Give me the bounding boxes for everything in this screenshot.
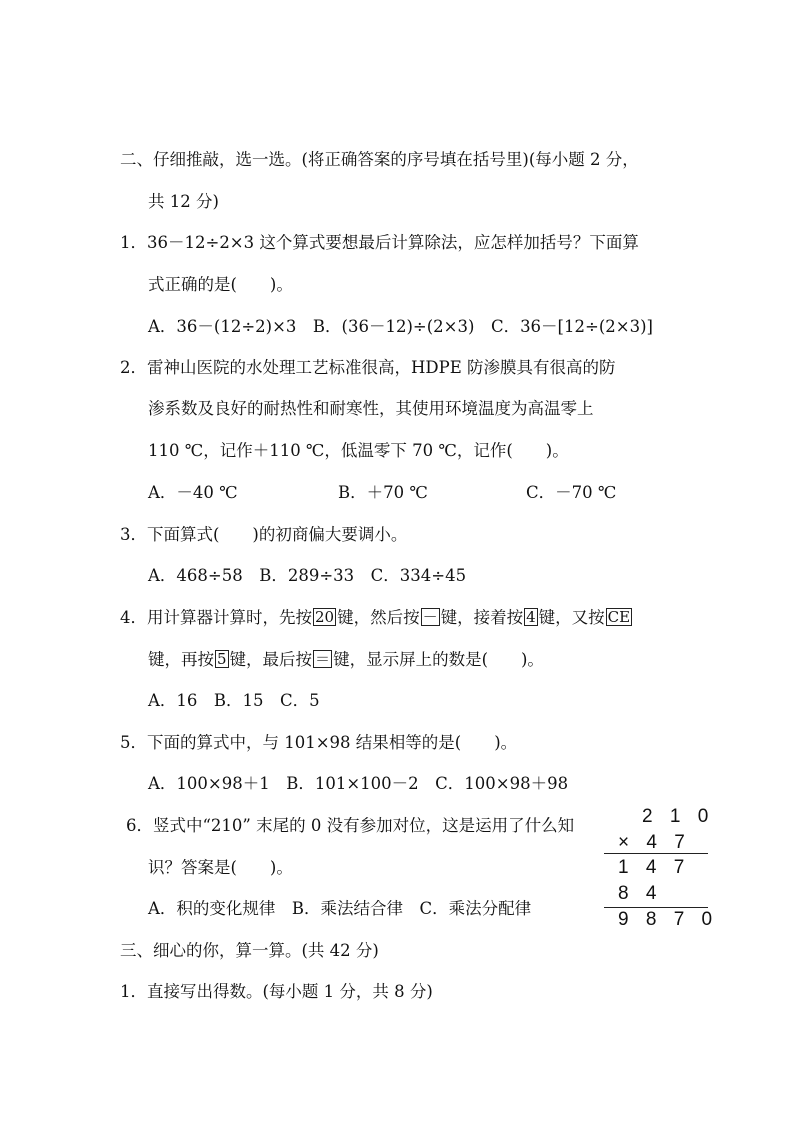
- q4-text: [120, 607, 633, 629]
- calc-partial-2: 8 4: [618, 883, 663, 904]
- q1-text: 1．36－12÷2×3 这个算式要想最后计算除法，应怎样加括号？下面算: [120, 233, 639, 252]
- q2-text-cont-2: 110 ℃，记作＋110 ℃，低温零下 70 ℃，记作( )。: [148, 441, 569, 460]
- section-3-title: 三、细心的你，算一算。(共 42 分): [120, 941, 379, 960]
- q6-text: 6．竖式中“210” 末尾的 0 没有参加对位，这是运用了什么知: [126, 816, 575, 835]
- q4-options: A．16 B．15 C．5: [148, 691, 320, 710]
- q6-options: A．积的变化规律 B．乘法结合律 C．乘法分配律: [148, 899, 532, 918]
- calculator-key-minus: －: [422, 608, 438, 626]
- q2-text-cont: 渗系数及良好的耐热性和耐寒性，其使用环境温度为高温零上: [148, 399, 594, 418]
- q4-part-7: 键，显示屏上的数是( )。: [333, 650, 544, 669]
- section-2-title-cont: 共 12 分): [148, 192, 219, 211]
- calculator-key-equals: ＝: [315, 650, 331, 668]
- q2-option-b: B．＋70 ℃: [338, 483, 428, 502]
- q4-part-4: 键，又按: [538, 608, 605, 627]
- q4-part-3: 键，接着按: [440, 608, 524, 627]
- q1-options: A．36－(12÷2)×3 B．(36－12)÷(2×3) C．36－[12÷(2×3)]: [148, 317, 653, 336]
- q6-text-cont: 识？答案是( )。: [148, 858, 293, 877]
- q2-option-a: A．－40 ℃: [148, 483, 238, 502]
- calc-rule-1: [604, 853, 708, 854]
- q3-options: A．468÷58 B．289÷33 C．334÷45: [148, 566, 467, 585]
- q5-options: A．100×98＋1 B．101×100－2 C．100×98＋98: [148, 774, 569, 793]
- calc-partial-1: 1 4 7: [618, 857, 691, 878]
- q4-text-cont: [148, 649, 544, 671]
- calculator-key-5: 5: [217, 650, 227, 668]
- q2-text: 2．雷神山医院的水处理工艺标准很高，HDPE 防渗膜具有很高的防: [120, 358, 616, 377]
- q3-text: 3．下面算式( )的初商偏大要调小。: [120, 525, 408, 544]
- q4-part-2: 键，然后按: [337, 608, 420, 627]
- section-2-title: 二、仔细推敲，选一选。(将正确答案的序号填在括号里)(每小题 2 分，: [120, 150, 639, 169]
- calc-multiplicand: 2 1 0: [642, 806, 715, 827]
- calculator-key-20: 20: [315, 608, 335, 626]
- q1-text-cont: 式正确的是( )。: [148, 275, 293, 294]
- section-3-q1: 1．直接写出得数。(每小题 1 分，共 8 分): [120, 982, 433, 1001]
- vertical-multiplication: [604, 806, 719, 931]
- q4-part-5: 键，再按: [148, 650, 214, 669]
- q5-text: 5．下面的算式中，与 101×98 结果相等的是( )。: [120, 733, 518, 752]
- calc-multiplier: × 4 7: [618, 832, 691, 853]
- q2-option-c: C．－70 ℃: [526, 483, 617, 502]
- calc-rule-2: [604, 907, 708, 908]
- calculator-key-ce: CE: [607, 608, 631, 626]
- calc-product: 9 8 7 0: [618, 909, 719, 930]
- q4-part-6: 键，最后按: [229, 650, 313, 669]
- q4-part-1: 4．用计算器计算时，先按: [120, 608, 312, 627]
- calculator-key-4: 4: [526, 608, 536, 626]
